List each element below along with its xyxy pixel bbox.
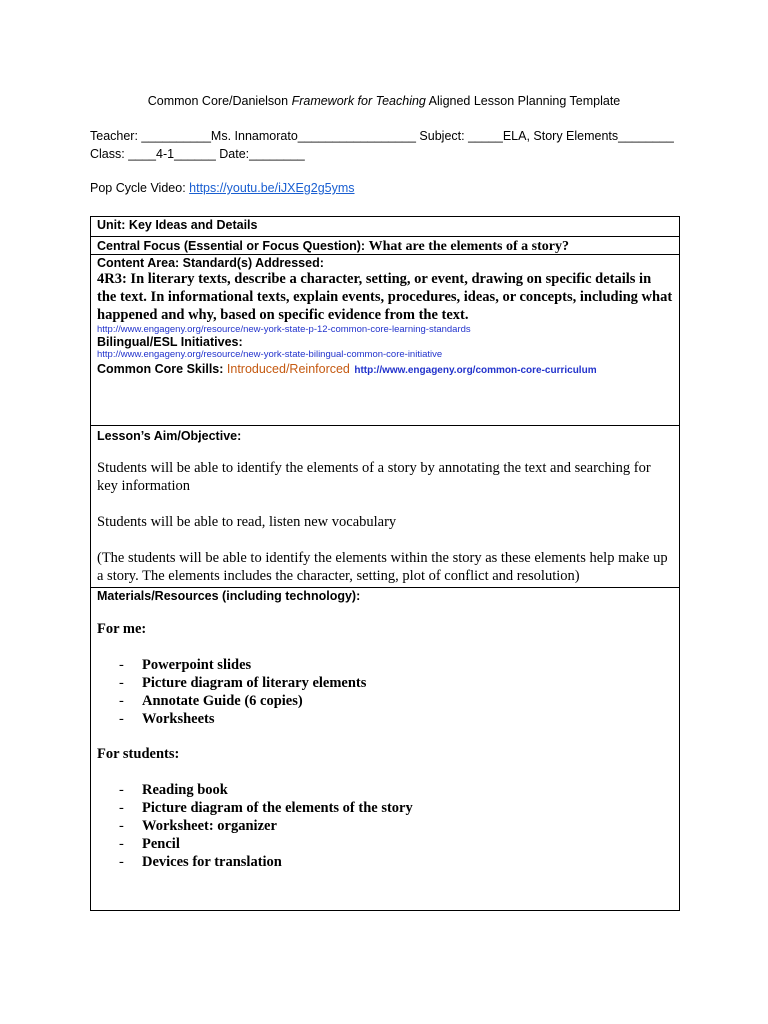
for-students-list bbox=[97, 781, 673, 871]
list-item: - Pencil bbox=[97, 835, 673, 853]
materials-label: Materials/Resources (including technology): bbox=[97, 589, 361, 603]
aim-paragraph-2: Students will be able to read, listen new vocabulary bbox=[97, 514, 397, 530]
list-item: - Picture diagram of the elements of the story bbox=[97, 799, 673, 817]
skills-line: Common Core Skills: Introduced/Reinforced http://www.engageny.org/common-core-curriculum bbox=[97, 362, 597, 376]
materials-row bbox=[91, 587, 679, 910]
standard-text: 4R3: In literary texts, describe a character, setting, or event, drawing on specific details in the text. In informational texts, explain events, procedures, ideas, or concepts, including what happened and why, based on specific evidence from the text. bbox=[97, 271, 673, 323]
central-focus-row: Central Focus (Essential or Focus Question): What are the elements of a story? bbox=[91, 236, 679, 254]
list-item: - Worksheets bbox=[97, 710, 673, 728]
bilingual-url[interactable]: http://www.engageny.org/resource/new-york-state-bilingual-common-core-initiative bbox=[97, 349, 443, 360]
document-title: Common Core/Danielson Framework for Teaching Aligned Lesson Planning Template bbox=[147, 94, 621, 108]
for-me-list bbox=[97, 656, 673, 728]
aim-paragraph-1: Students will be able to identify the elements of a story by annotating the text and searching for key information bbox=[97, 460, 651, 494]
lesson-plan-table bbox=[90, 216, 680, 911]
for-me-label: For me: bbox=[97, 621, 147, 637]
list-item: - Annotate Guide (6 copies) bbox=[97, 692, 673, 710]
skills-url[interactable]: http://www.engageny.org/common-core-curriculum bbox=[354, 365, 597, 376]
list-item: - Picture diagram of literary elements bbox=[97, 674, 673, 692]
content-area-row bbox=[91, 254, 679, 425]
aim-paragraph-3: (The students will be able to identify the elements within the story as these elements help make up a story. The elements includes the character, setting, plot of conflict and resolution) bbox=[97, 550, 668, 584]
list-item: - Worksheet: organizer bbox=[97, 817, 673, 835]
bilingual-label: Bilingual/ESL Initiatives: bbox=[97, 335, 243, 349]
focus-question: What are the elements of a story? bbox=[368, 239, 569, 254]
content-area-label: Content Area: Standard(s) Addressed: bbox=[97, 256, 324, 270]
list-item: - Powerpoint slides bbox=[97, 656, 673, 674]
list-item: - Devices for translation bbox=[97, 853, 673, 871]
title-italic: Framework for Teaching bbox=[291, 94, 426, 108]
skills-value: Introduced/Reinforced bbox=[226, 362, 350, 376]
aim-label: Lesson’s Aim/Objective: bbox=[97, 429, 242, 443]
for-students-label: For students: bbox=[97, 746, 180, 762]
class-date-line: Class: ____4-1______ Date:________ bbox=[90, 147, 305, 161]
standards-url[interactable]: http://www.engageny.org/resource/new-york-state-p-12-common-core-learning-standards bbox=[97, 324, 471, 335]
aim-row bbox=[91, 425, 679, 587]
teacher-subject-line: Teacher: __________Ms. Innamorato_________________ Subject: _____ELA, Story Elements________ bbox=[90, 129, 674, 143]
video-line: Pop Cycle Video: https://youtu.be/iJXEg2g5yms bbox=[90, 181, 355, 195]
unit-row: Unit: Key Ideas and Details bbox=[97, 218, 258, 232]
list-item: - Reading book bbox=[97, 781, 673, 799]
video-link[interactable]: https://youtu.be/iJXEg2g5yms bbox=[189, 181, 355, 195]
